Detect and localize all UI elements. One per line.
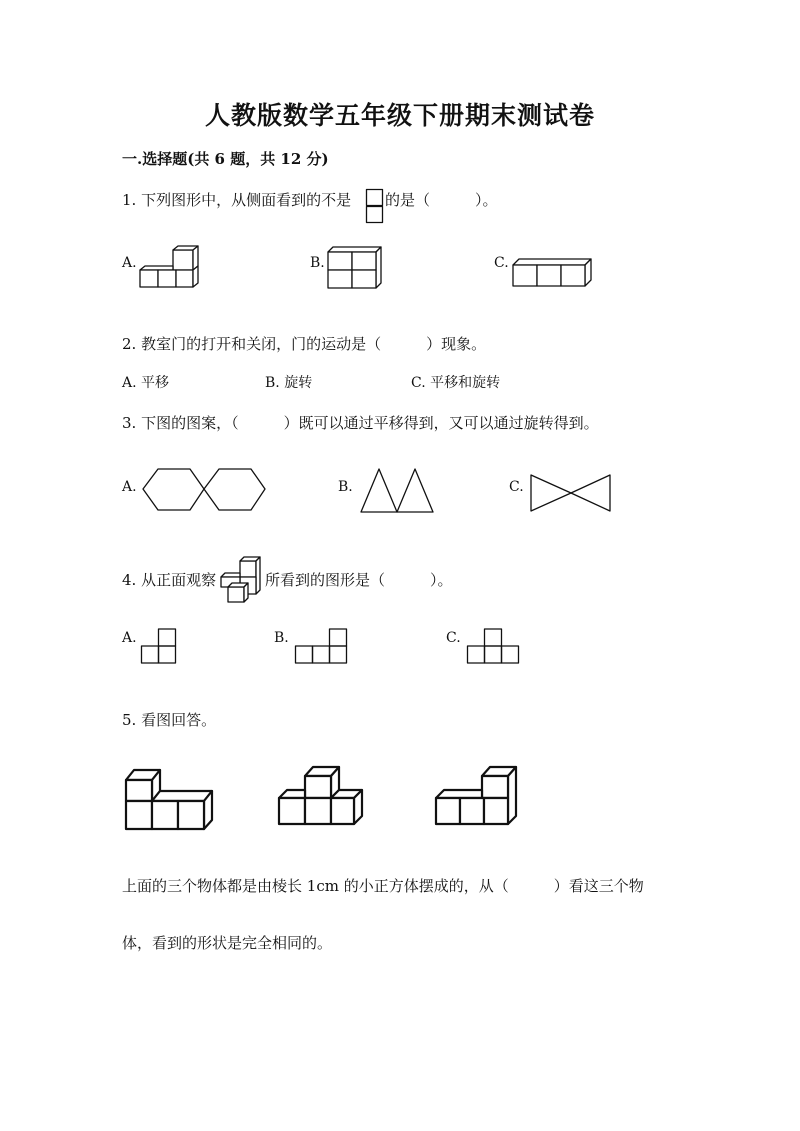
q2-option-c[interactable]: C. 平移和旋转	[411, 375, 501, 391]
page-title: 人教版数学五年级下册期末测试卷	[204, 101, 595, 130]
question-4-text-after: 所看到的图形是（ ）。	[265, 571, 453, 589]
q2-option-a[interactable]: A. 平移	[122, 375, 170, 391]
q1-option-c-label[interactable]: C.	[494, 255, 509, 271]
question-1-text-after: 的是（ ）。	[385, 191, 498, 209]
q1-option-a-figure	[138, 246, 198, 290]
question-4-text-before: 4. 从正面观察	[122, 571, 217, 589]
q3-option-c-bowtie-figure	[530, 474, 612, 514]
question-2-text: 2. 教室门的打开和关闭，门的运动是（ ）现象。	[122, 335, 487, 353]
question-3-text: 3. 下图的图案，（ ）既可以通过平移得到，又可以通过旋转得到。	[122, 414, 599, 432]
question-1-text-before: 1. 下列图形中，从侧面看到的不是	[122, 191, 352, 209]
q4-option-c-label[interactable]: C.	[446, 630, 461, 646]
q4-option-b-figure	[294, 628, 350, 666]
q1-inline-two-square-figure	[366, 189, 384, 225]
question-5-line-2: 体，看到的形状是完全相同的。	[122, 934, 333, 952]
q1-option-a-label[interactable]: A.	[122, 255, 137, 271]
q3-option-b-triangles-figure	[360, 468, 436, 514]
q4-option-a-figure	[140, 628, 178, 666]
q4-inline-cube-stack-figure	[220, 557, 264, 605]
section-heading: 一.选择题(共 6 题，共 12 分)	[122, 150, 329, 168]
question-5-line-1: 上面的三个物体都是由棱长 1cm 的小正方体摆成的，从（ ）看这三个物	[122, 877, 644, 895]
q3-option-b-label[interactable]: B.	[338, 479, 353, 495]
q1-option-c-figure	[511, 258, 593, 290]
q3-option-a-label[interactable]: A.	[122, 479, 137, 495]
q4-option-a-label[interactable]: A.	[122, 630, 137, 646]
q2-option-b[interactable]: B. 旋转	[265, 375, 313, 391]
q4-option-c-figure	[466, 628, 522, 666]
q3-option-c-label[interactable]: C.	[509, 479, 524, 495]
q1-option-b-label[interactable]: B.	[310, 255, 325, 271]
q5-object-3-figure	[433, 764, 523, 828]
q5-object-2-figure	[276, 764, 366, 828]
q1-option-b-figure	[326, 246, 384, 290]
q3-option-a-hexagons-figure	[142, 468, 268, 512]
q4-option-b-label[interactable]: B.	[274, 630, 289, 646]
q5-object-1-figure	[124, 766, 216, 834]
question-5-text: 5. 看图回答。	[122, 711, 217, 729]
